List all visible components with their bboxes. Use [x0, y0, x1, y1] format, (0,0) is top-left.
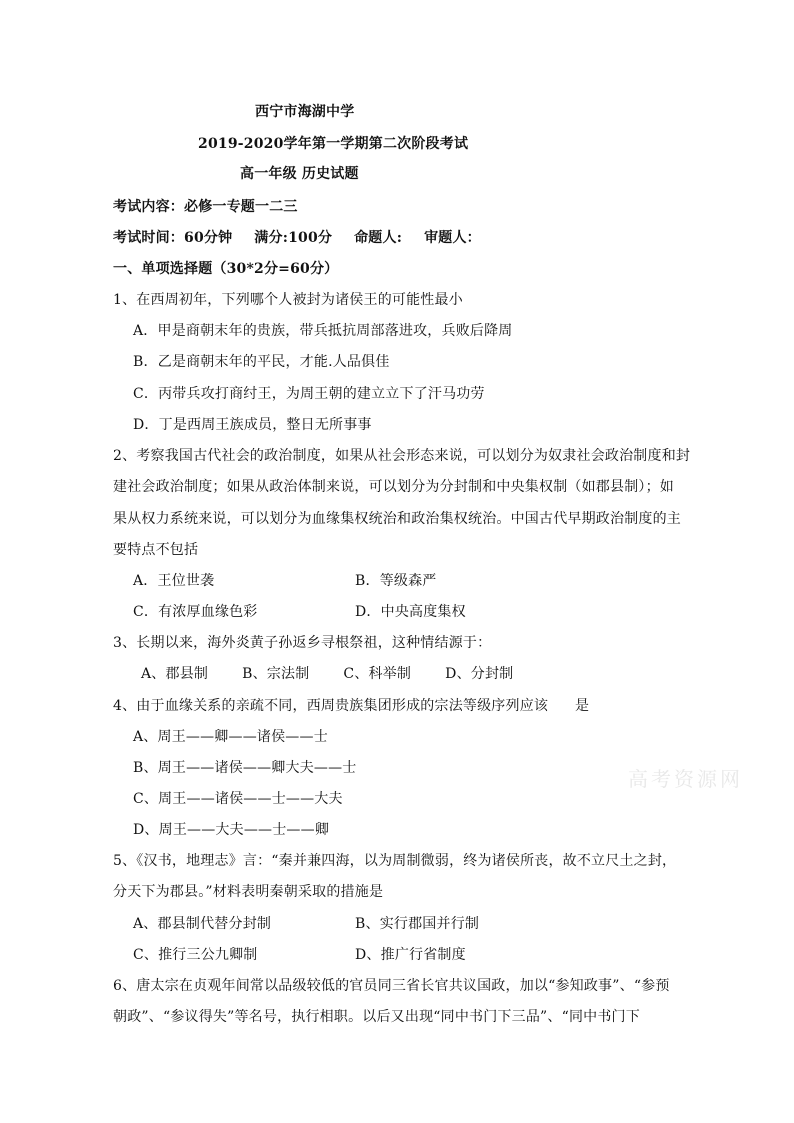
question-4-stem-tail: 是	[575, 698, 590, 714]
question-6-stem-line-1: 6、唐太宗在贞观年间常以品级较低的官员同三省长官共议国政，加以“参知政事”、“参预	[113, 978, 670, 994]
question-2-stem-line-2: 建社会政治制度；如果从政治体制来说，可以划分为分封制和中央集权制（如郡县制）；如	[113, 479, 674, 495]
question-3-option-d: D、分封制	[445, 666, 514, 682]
exam-time: 考试时间：60分钟	[113, 230, 233, 246]
exam-setter: 命题人:	[354, 230, 403, 246]
question-2-option-a: A．王位世袭	[133, 573, 215, 589]
question-5-stem-line-1: 5、《汉书，地理志》言：“秦并兼四海，以为周制微弱，终为诸侯所丧，故不立尺土之封，	[113, 853, 677, 869]
question-4-option-c: C、周王——诸侯——士——大夫	[133, 791, 343, 807]
question-1-stem: 1、在西周初年，下列哪个人被封为诸侯王的可能性最小	[113, 292, 463, 308]
question-4-option-b: B、周王——诸侯——卿大夫——士	[133, 760, 357, 776]
question-2-stem-line-3: 果从权力系统来说，可以划分为血缘集权统治和政治集权统治。中国古代早期政治制度的主	[113, 511, 681, 527]
question-2-stem-line-1: 2、考察我国古代社会的政治制度，如果从社会形态来说，可以划分为奴隶社会政治制度和封	[113, 448, 691, 464]
exam-reviewer: 审题人：	[424, 230, 481, 246]
question-5-option-a: A、郡县制代替分封制	[133, 916, 272, 932]
question-5-option-c: C、推行三公九卿制	[133, 947, 258, 963]
exam-content: 考试内容：必修一专题一二三	[113, 199, 298, 215]
question-6-stem-line-2: 朝政”、“参议得失”等名号，执行相职。以后又出现“同中书门下三品”、“同中书门下	[113, 1009, 640, 1025]
question-1-option-a: A．甲是商朝末年的贵族，带兵抵抗周部落进攻，兵败后降周	[133, 323, 513, 339]
question-2-option-d: D．中央高度集权	[355, 604, 466, 620]
question-3-option-a: A、郡县制	[141, 666, 209, 682]
question-5-option-d: D、推广行省制度	[355, 947, 466, 963]
school-name: 西宁市海湖中学	[255, 104, 355, 120]
question-2-stem-line-4: 要特点不包括	[113, 542, 199, 558]
exam-term: 2019-2020学年第一学期第二次阶段考试	[198, 136, 469, 152]
watermark: 高考资源网	[628, 767, 743, 791]
question-1-option-b: B．乙是商朝末年的平民，才能.人品俱佳	[133, 354, 390, 370]
question-2-option-b: B．等级森严	[355, 573, 437, 589]
question-3-option-b: B、宗法制	[242, 666, 310, 682]
question-1-option-d: D．丁是西周王族成员，整日无所事事	[133, 417, 372, 433]
question-4-option-a: A、周王——卿——诸侯——士	[133, 729, 328, 745]
exam-subject: 高一年级 历史试题	[240, 166, 359, 182]
section-title: 一、单项选择题（30*2分=60分）	[113, 261, 339, 277]
question-4-option-d: D、周王——大夫——士——卿	[133, 822, 330, 838]
question-3-stem: 3、长期以来，海外炎黄子孙返乡寻根祭祖，这种情结源于：	[113, 635, 492, 651]
question-3-options	[141, 665, 513, 683]
exam-score: 满分:100分	[254, 230, 333, 246]
question-4-stem: 4、由于血缘关系的亲疏不同，西周贵族集团形成的宗法等级序列应该	[113, 698, 549, 714]
question-1-option-c: C．丙带兵攻打商纣王，为周王朝的建立立下了汗马功劳	[133, 386, 485, 402]
exam-meta	[113, 229, 481, 247]
question-5-option-b: B、实行郡国并行制	[355, 916, 480, 932]
question-5-stem-line-2: 分天下为郡县。”材料表明秦朝采取的措施是	[113, 884, 384, 900]
question-2-option-c: C．有浓厚血缘色彩	[133, 604, 258, 620]
question-3-option-c: C、科举制	[343, 666, 412, 682]
